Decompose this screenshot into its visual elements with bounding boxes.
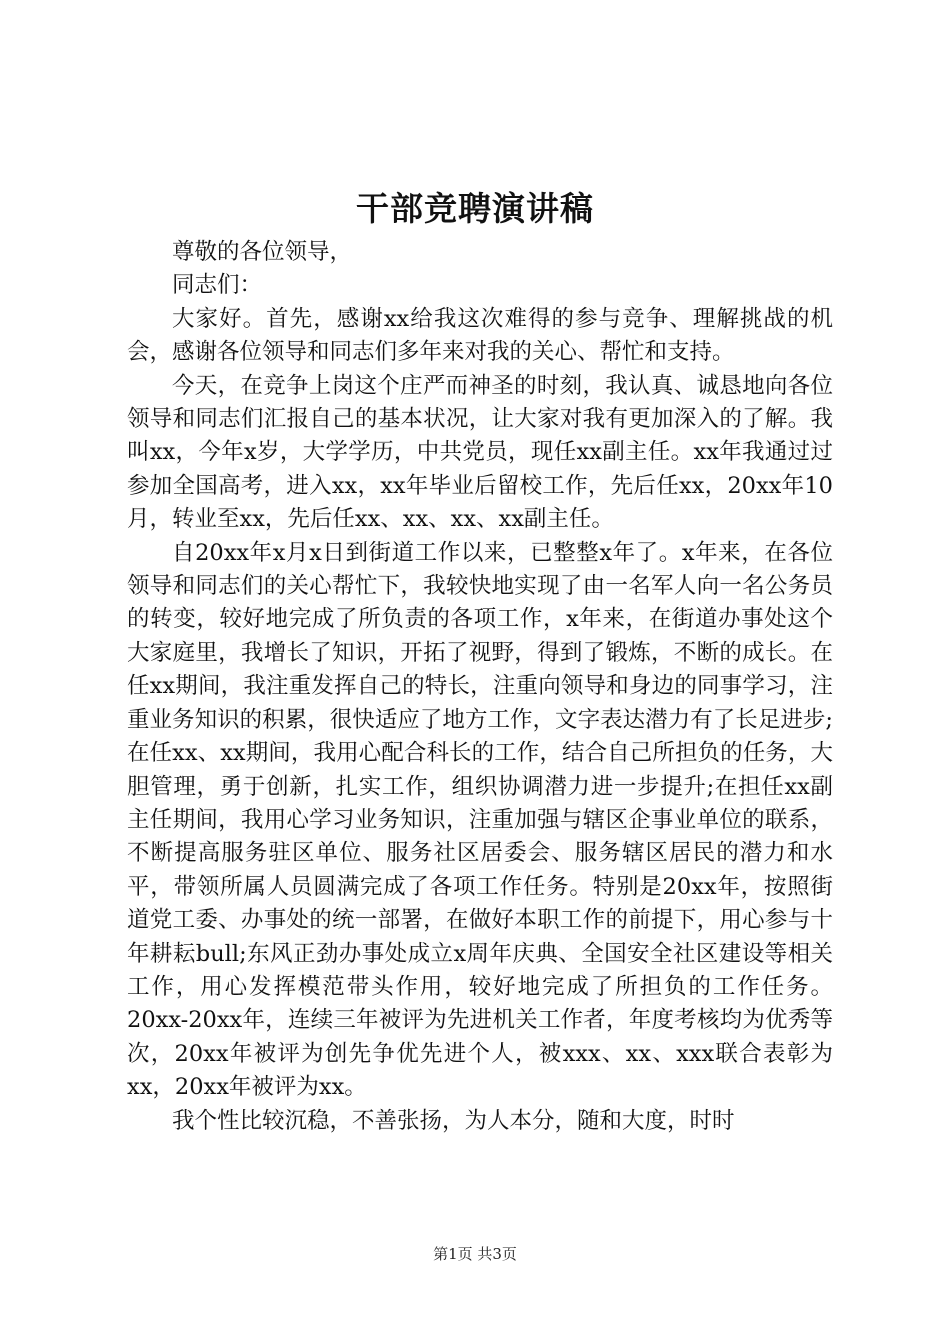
body-paragraph: 我个性比较沉稳，不善张扬，为人本分，随和大度，时时 xyxy=(172,1107,735,1134)
document-body xyxy=(127,236,833,1138)
salutation-line: 尊敬的各位领导， xyxy=(172,239,353,265)
salutation-line: 同志们： xyxy=(172,272,263,299)
body-paragraph: 今天，在竞争上岗这个庄严而神圣的时刻，我认真、诚恳地向各位领导和同志们汇报自己的基本状况，让大家对我有更加深入的了解。我叫xx，今年x岁，大学学历，中共党员，现任xx副主任。xx年我通过过参加全国高考，进入xx，xx年毕业后留校工作，先后任xx，20xx年10月，转业至xx，先后任xx、xx、xx、xx副主任。 xyxy=(127,372,833,533)
page-footer: 第1页 共3页 xyxy=(433,1245,517,1263)
document-title: 干部竞聘演讲稿 xyxy=(356,189,594,228)
body-paragraph: 大家好。首先，感谢xx给我这次难得的参与竞争、理解挑战的机会，感谢各位领导和同志们多年来对我的关心、帮忙和支持。 xyxy=(127,305,833,366)
body-paragraph: 自20xx年x月x日到街道工作以来，已整整x年了。x年来，在各位领导和同志们的关心帮忙下，我较快地实现了由一名军人向一名公务员的转变，较好地完成了所负责的各项工作，x年来，在街道办事处这个大家庭里，我增长了知识，开拓了视野，得到了锻炼，不断的成长。在任xx期间，我注重发挥自己的特长，注重向领导和身边的同事学习，注重业务知识的积累，很快适应了地方工作，文字表达潜力有了长足进步;在任xx、xx期间，我用心配合科长的工作，结合自己所担负的任务，大胆管理，勇于创新，扎实工作，组织协调潜力进一步提升;在担任xx副主任期间，我用心学习业务知识，注重加强与辖区企事业单位的联系，不断提高服务驻区单位、服务社区居委会、服务辖区居民的潜力和水平，带领所属人员圆满完成了各项工作任务。特别是20xx年，按照街道党工委、办事处的统一部署，在做好本职工作的前提下，用心参与十年耕耘bull;东风正劲办事处成立x周年庆典、全国安全社区建设等相关工作，用心发挥模范带头作用，较好地完成了所担负的工作任务。20xx-20xx年，连续三年被评为先进机关工作者，年度考核均为优秀等次，20xx年被评为创先争优先进个人，被xxx、xx、xxx联合表彰为xx，20xx年被评为xx。 xyxy=(127,539,833,1101)
